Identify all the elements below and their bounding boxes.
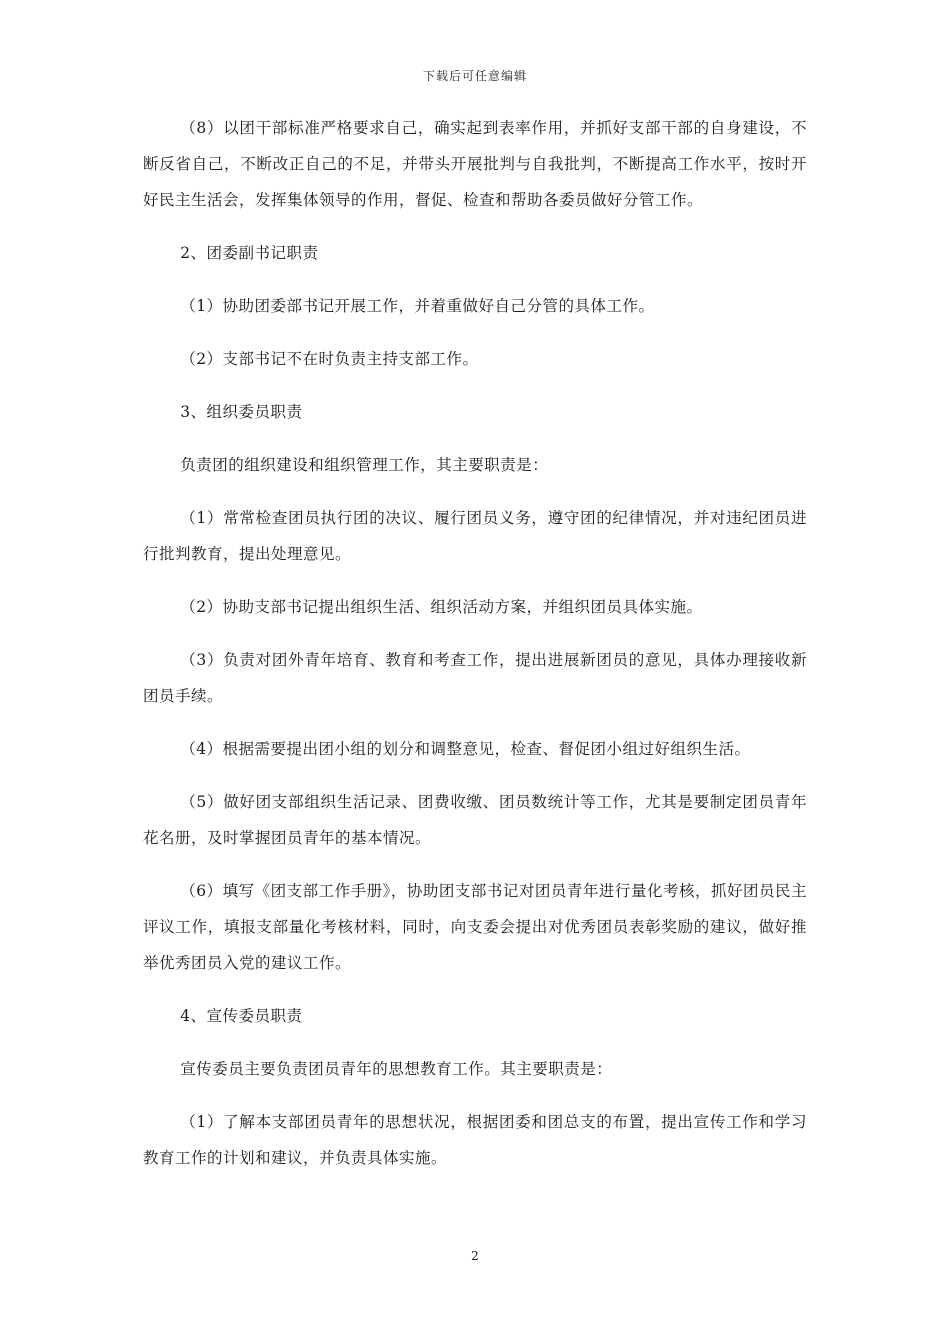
paragraph: 宣传委员主要负责团员青年的思想教育工作。其主要职责是： — [180, 1060, 613, 1078]
paragraph: （1）协助团委部书记开展工作，并着重做好自己分管的具体工作。 — [180, 297, 655, 315]
paragraph: （2）支部书记不在时负责主持支部工作。 — [180, 350, 479, 368]
paragraph: （8）以团干部标准严格要求自己，确实起到表率作用，并抓好支部干部的自身建设，不断反省自己，不断改正自己的不足，并带头开展批判与自我批判，不断提高工作水平，按时开好民主生活会，发挥集体领导的作用，督促、检查和帮助各委员做好分管工作。 — [143, 119, 807, 209]
paragraph: （1）了解本支部团员青年的思想状况，根据团委和团总支的布置，提出宣传工作和学习教育工作的计划和建议，并负责具体实施。 — [143, 1113, 807, 1167]
paragraph: （3）负责对团外青年培育、教育和考查工作，提出进展新团员的意见，具体办理接收新团员手续。 — [143, 651, 807, 705]
paragraph: （1）常常检查团员执行团的决议、履行团员义务，遵守团的纪律情况，并对违纪团员进行批判教育，提出处理意见。 — [143, 509, 807, 563]
section-heading: 3、组织委员职责 — [180, 403, 303, 421]
paragraph: （5）做好团支部组织生活记录、团费收缴、团员数统计等工作，尤其是要制定团员青年花名册，及时掌握团员青年的基本情况。 — [143, 793, 807, 847]
paragraph: （4）根据需要提出团小组的划分和调整意见，检查、督促团小组过好组织生活。 — [180, 740, 751, 758]
document-body — [143, 110, 807, 1193]
page-number: 2 — [471, 1249, 479, 1263]
paragraph: （6）填写《团支部工作手册》，协助团支部书记对团员青年进行量化考核，抓好团员民主评议工作，填报支部量化考核材料，同时，向支委会提出对优秀团员表彰奖励的建议，做好推举优秀团员入党的建议工作。 — [143, 882, 807, 972]
section-heading: 4、宣传委员职责 — [180, 1007, 303, 1025]
paragraph: 负责团的组织建设和组织管理工作，其主要职责是： — [180, 456, 549, 474]
section-heading: 2、团委副书记职责 — [180, 244, 319, 262]
paragraph: （2）协助支部书记提出组织生活、组织活动方案，并组织团员具体实施。 — [180, 598, 703, 616]
page-header-note: 下载后可任意编辑 — [422, 69, 527, 83]
